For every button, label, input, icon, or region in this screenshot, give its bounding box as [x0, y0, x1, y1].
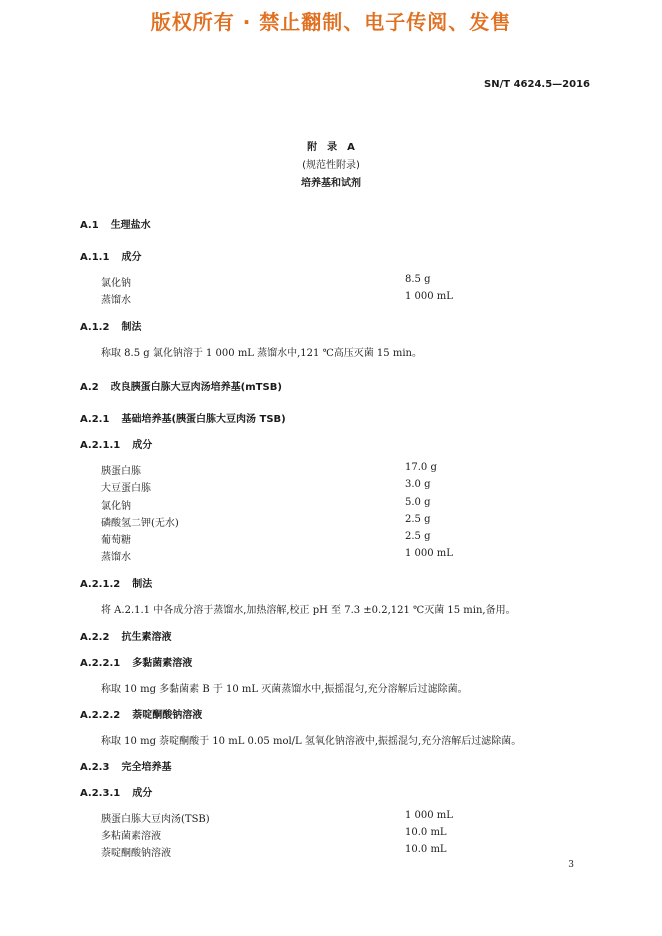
- section-heading-a22: [80, 628, 171, 643]
- ingredient-quantity: 17.0 g: [405, 462, 437, 473]
- section-title: 成分: [132, 788, 153, 799]
- procedure-text: 称取 8.5 g 氯化钠溶于 1 000 mL 蒸馏水中,121 ℃高压灭菌 15 min。: [101, 348, 422, 359]
- ingredient-quantity: 1 000 mL: [405, 291, 453, 302]
- procedure-text: 称取 10 mg 多黏菌素 B 于 10 mL 灭菌蒸馏水中,振摇混匀,充分溶解后过滤除菌。: [101, 684, 468, 695]
- section-heading-a21: [80, 410, 286, 425]
- section-number: A.1.1: [80, 252, 110, 263]
- section-number: A.2.2.2: [80, 710, 121, 721]
- section-number: A.2.1.2: [80, 579, 121, 590]
- section-number: A.1: [80, 220, 99, 231]
- appendix-type: (规范性附录): [302, 160, 360, 171]
- procedure-text: 称取 10 mg 萘啶酮酸于 10 mL 0.05 mol/L 氢氧化钠溶液中,振摇混匀,充分溶解后过滤除菌。: [101, 736, 522, 747]
- section-number: A.2.2.1: [80, 658, 121, 669]
- section-title: 成分: [132, 440, 153, 451]
- section-heading-a11: [80, 248, 141, 263]
- ingredient-quantity: 2.5 g: [405, 531, 431, 542]
- ingredient-name: 氯化钠: [101, 501, 131, 512]
- section-title: 萘啶酮酸钠溶液: [132, 710, 203, 721]
- ingredient-name: 氯化钠: [101, 278, 131, 289]
- section-heading-a23: [80, 758, 171, 773]
- section-heading-a2: [80, 378, 282, 393]
- ingredient-name: 蒸馏水: [101, 552, 131, 563]
- section-title: 制法: [121, 322, 142, 333]
- section-heading-a1: [80, 216, 151, 231]
- section-title: 生理盐水: [110, 220, 151, 231]
- ingredient-name: 磷酸氢二钾(无水): [101, 518, 179, 529]
- section-heading-a211: [80, 436, 152, 451]
- section-heading-a12: [80, 318, 141, 333]
- ingredient-name: 大豆蛋白胨: [101, 483, 151, 494]
- ingredient-quantity: 1 000 mL: [405, 810, 453, 821]
- section-number: A.2.2: [80, 632, 110, 643]
- section-title: 完全培养基: [121, 762, 172, 773]
- standard-number: SN/T 4624.5—2016: [484, 79, 590, 90]
- ingredient-quantity: 10.0 mL: [405, 827, 447, 838]
- section-number: A.2.3: [80, 762, 110, 773]
- ingredient-name: 胰蛋白胨大豆肉汤(TSB): [101, 814, 210, 825]
- ingredient-quantity: 2.5 g: [405, 514, 431, 525]
- section-number: A.1.2: [80, 322, 110, 333]
- ingredient-name: 蒸馏水: [101, 295, 131, 306]
- procedure-text: 将 A.2.1.1 中各成分溶于蒸馏水,加热溶解,校正 pH 至 7.3 ±0.2,121 ℃灭菌 15 min,备用。: [101, 605, 516, 616]
- appendix-title: 附 录 A: [307, 142, 355, 153]
- watermark-banner: 版权所有 · 禁止翻制、电子传阅、发售: [150, 10, 512, 34]
- ingredient-name: 葡萄糖: [101, 535, 131, 546]
- section-number: A.2.3.1: [80, 788, 121, 799]
- appendix-subtitle: 培养基和试剂: [301, 178, 361, 189]
- ingredient-name: 多粘菌素溶液: [101, 831, 161, 842]
- section-number: A.2.1.1: [80, 440, 121, 451]
- section-heading-a221: [80, 654, 192, 669]
- section-title: 基础培养基(胰蛋白胨大豆肉汤 TSB): [121, 414, 286, 425]
- section-heading-a231: [80, 784, 152, 799]
- section-number: A.2.1: [80, 414, 110, 425]
- section-number: A.2: [80, 382, 99, 393]
- section-title: 改良胰蛋白胨大豆肉汤培养基(mTSB): [110, 382, 282, 393]
- section-heading-a212: [80, 575, 152, 590]
- section-title: 成分: [121, 252, 142, 263]
- section-title: 多黏菌素溶液: [132, 658, 193, 669]
- section-heading-a222: [80, 706, 202, 721]
- ingredient-name: 胰蛋白胨: [101, 466, 141, 477]
- ingredient-quantity: 10.0 mL: [405, 844, 447, 855]
- section-title: 制法: [132, 579, 153, 590]
- ingredient-quantity: 5.0 g: [405, 497, 431, 508]
- page-number: 3: [568, 860, 574, 870]
- ingredient-quantity: 8.5 g: [405, 274, 431, 285]
- ingredient-name: 萘啶酮酸钠溶液: [101, 848, 171, 859]
- section-title: 抗生素溶液: [121, 632, 172, 643]
- ingredient-quantity: 3.0 g: [405, 479, 431, 490]
- ingredient-quantity: 1 000 mL: [405, 548, 453, 559]
